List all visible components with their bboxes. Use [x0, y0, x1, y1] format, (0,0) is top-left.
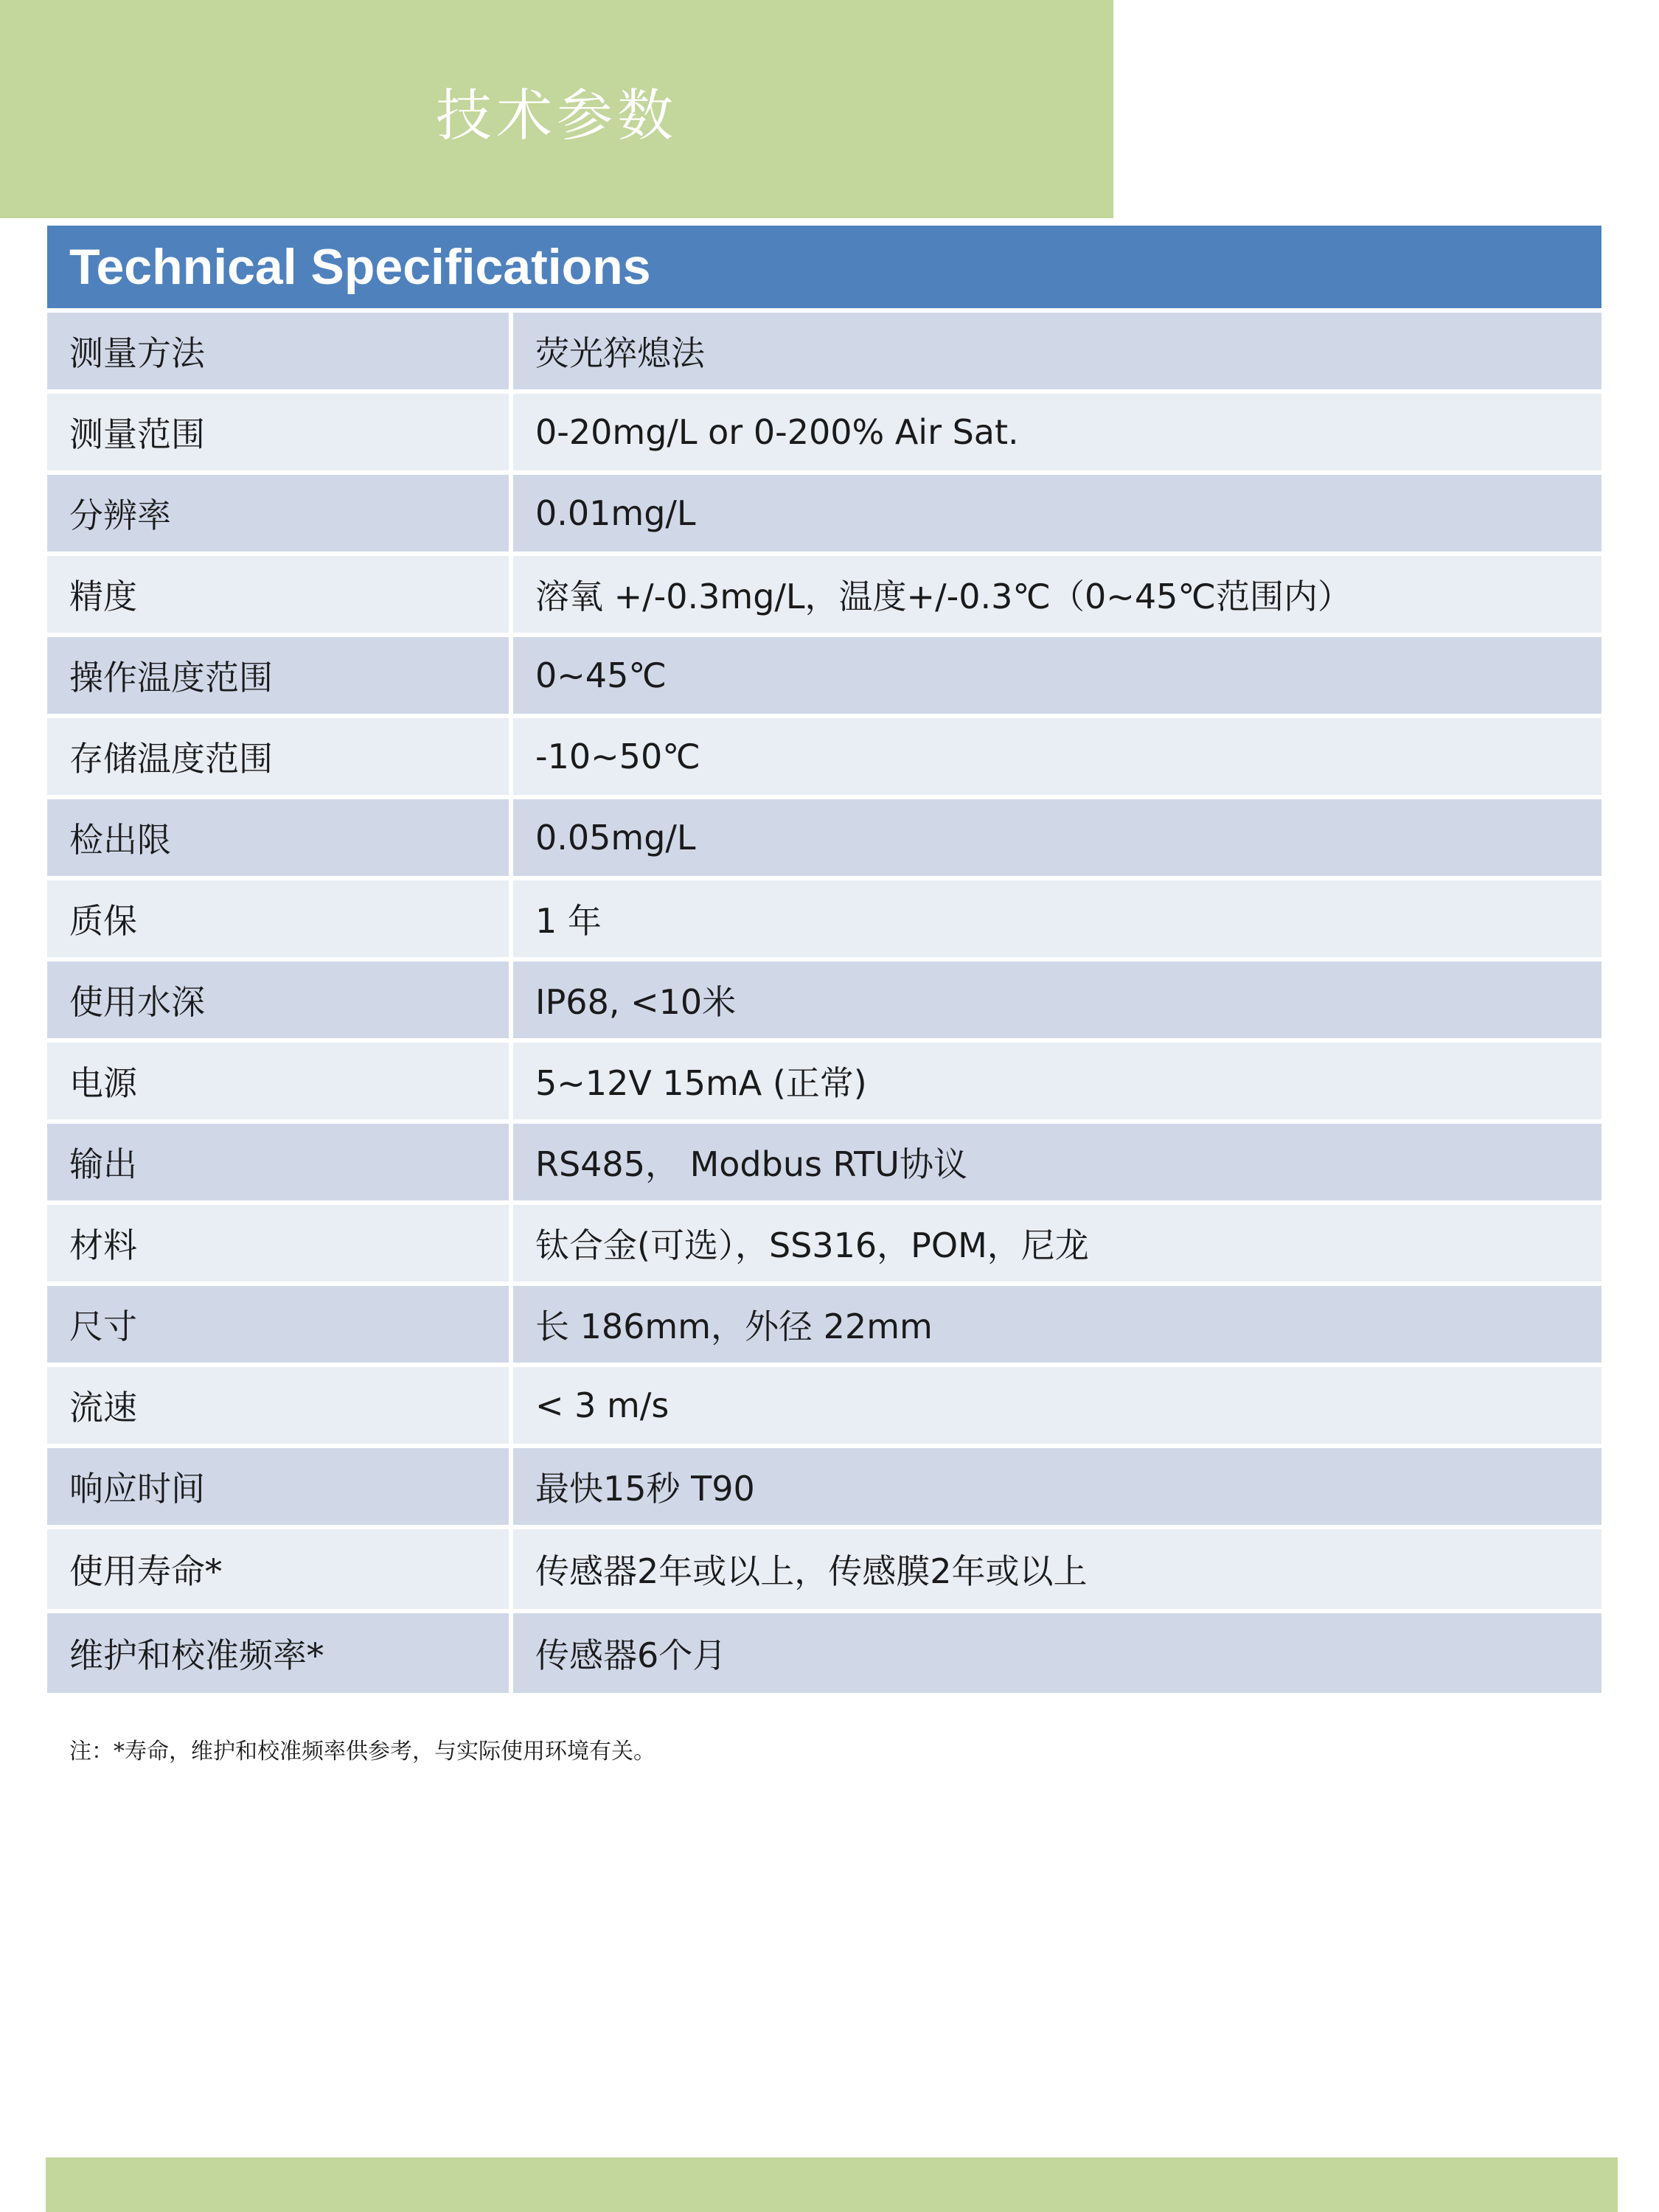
- spec-label: 测量范围: [47, 394, 513, 475]
- top-banner: [0, 0, 1113, 218]
- spec-value: 最快15秒 T90: [513, 1448, 1601, 1529]
- spec-label: 响应时间: [47, 1448, 513, 1529]
- spec-label: 电源: [47, 1043, 513, 1124]
- spec-label: 质保: [47, 880, 513, 961]
- spec-label: 维护和校准频率*: [47, 1613, 513, 1697]
- spec-row: [47, 1124, 1601, 1205]
- spec-value: < 3 m/s: [513, 1367, 1601, 1448]
- bottom-bar: [46, 2157, 1618, 2212]
- spec-row: [47, 1043, 1601, 1124]
- spec-row: [47, 1367, 1601, 1448]
- spec-row: [47, 961, 1601, 1043]
- banner-title: 技术参数: [436, 83, 678, 148]
- spec-label: 使用寿命*: [47, 1529, 513, 1613]
- spec-row: [47, 1205, 1601, 1286]
- spec-table-body: [47, 313, 1601, 1697]
- spec-value: 0~45℃: [513, 637, 1601, 718]
- spec-label: 尺寸: [47, 1286, 513, 1367]
- spec-row: [47, 1613, 1601, 1697]
- spec-row: [47, 394, 1601, 475]
- spec-value: IP68, <10米: [513, 961, 1601, 1043]
- spec-row: [47, 799, 1601, 880]
- spec-value: 1 年: [513, 880, 1601, 961]
- spec-label: 测量方法: [47, 313, 513, 394]
- spec-value: 0.01mg/L: [513, 475, 1601, 556]
- spec-row: [47, 1448, 1601, 1529]
- spec-label: 存储温度范围: [47, 718, 513, 799]
- spec-label: 流速: [47, 1367, 513, 1448]
- footnote: 注：*寿命，维护和校准频率供参考，与实际使用环境有关。: [69, 1739, 655, 1764]
- spec-label: 输出: [47, 1124, 513, 1205]
- spec-table-header: Technical Specifications: [47, 226, 1601, 308]
- spec-value: 溶氧 +/-0.3mg/L，温度+/-0.3℃（0~45℃范围内）: [513, 556, 1601, 637]
- spec-table: [47, 313, 1601, 1697]
- spec-label: 使用水深: [47, 961, 513, 1043]
- spec-label: 精度: [47, 556, 513, 637]
- spec-label: 材料: [47, 1205, 513, 1286]
- spec-value: 荧光猝熄法: [513, 313, 1601, 394]
- spec-row: [47, 718, 1601, 799]
- spec-row: [47, 637, 1601, 718]
- spec-label: 检出限: [47, 799, 513, 880]
- spec-value: 钛合金(可选），SS316，POM，尼龙: [513, 1205, 1601, 1286]
- spec-value: RS485， Modbus RTU协议: [513, 1124, 1601, 1205]
- spec-row: [47, 880, 1601, 961]
- spec-row: [47, 1529, 1601, 1613]
- spec-value: 0.05mg/L: [513, 799, 1601, 880]
- spec-value: 5~12V 15mA (正常): [513, 1043, 1601, 1124]
- spec-value: -10~50℃: [513, 718, 1601, 799]
- spec-value: 传感器2年或以上，传感膜2年或以上: [513, 1529, 1601, 1613]
- spec-row: [47, 313, 1601, 394]
- spec-row: [47, 556, 1601, 637]
- spec-row: [47, 475, 1601, 556]
- spec-row: [47, 1286, 1601, 1367]
- spec-label: 操作温度范围: [47, 637, 513, 718]
- spec-label: 分辨率: [47, 475, 513, 556]
- spec-value: 长 186mm，外径 22mm: [513, 1286, 1601, 1367]
- spec-value: 0-20mg/L or 0-200% Air Sat.: [513, 394, 1601, 475]
- spec-value: 传感器6个月: [513, 1613, 1601, 1697]
